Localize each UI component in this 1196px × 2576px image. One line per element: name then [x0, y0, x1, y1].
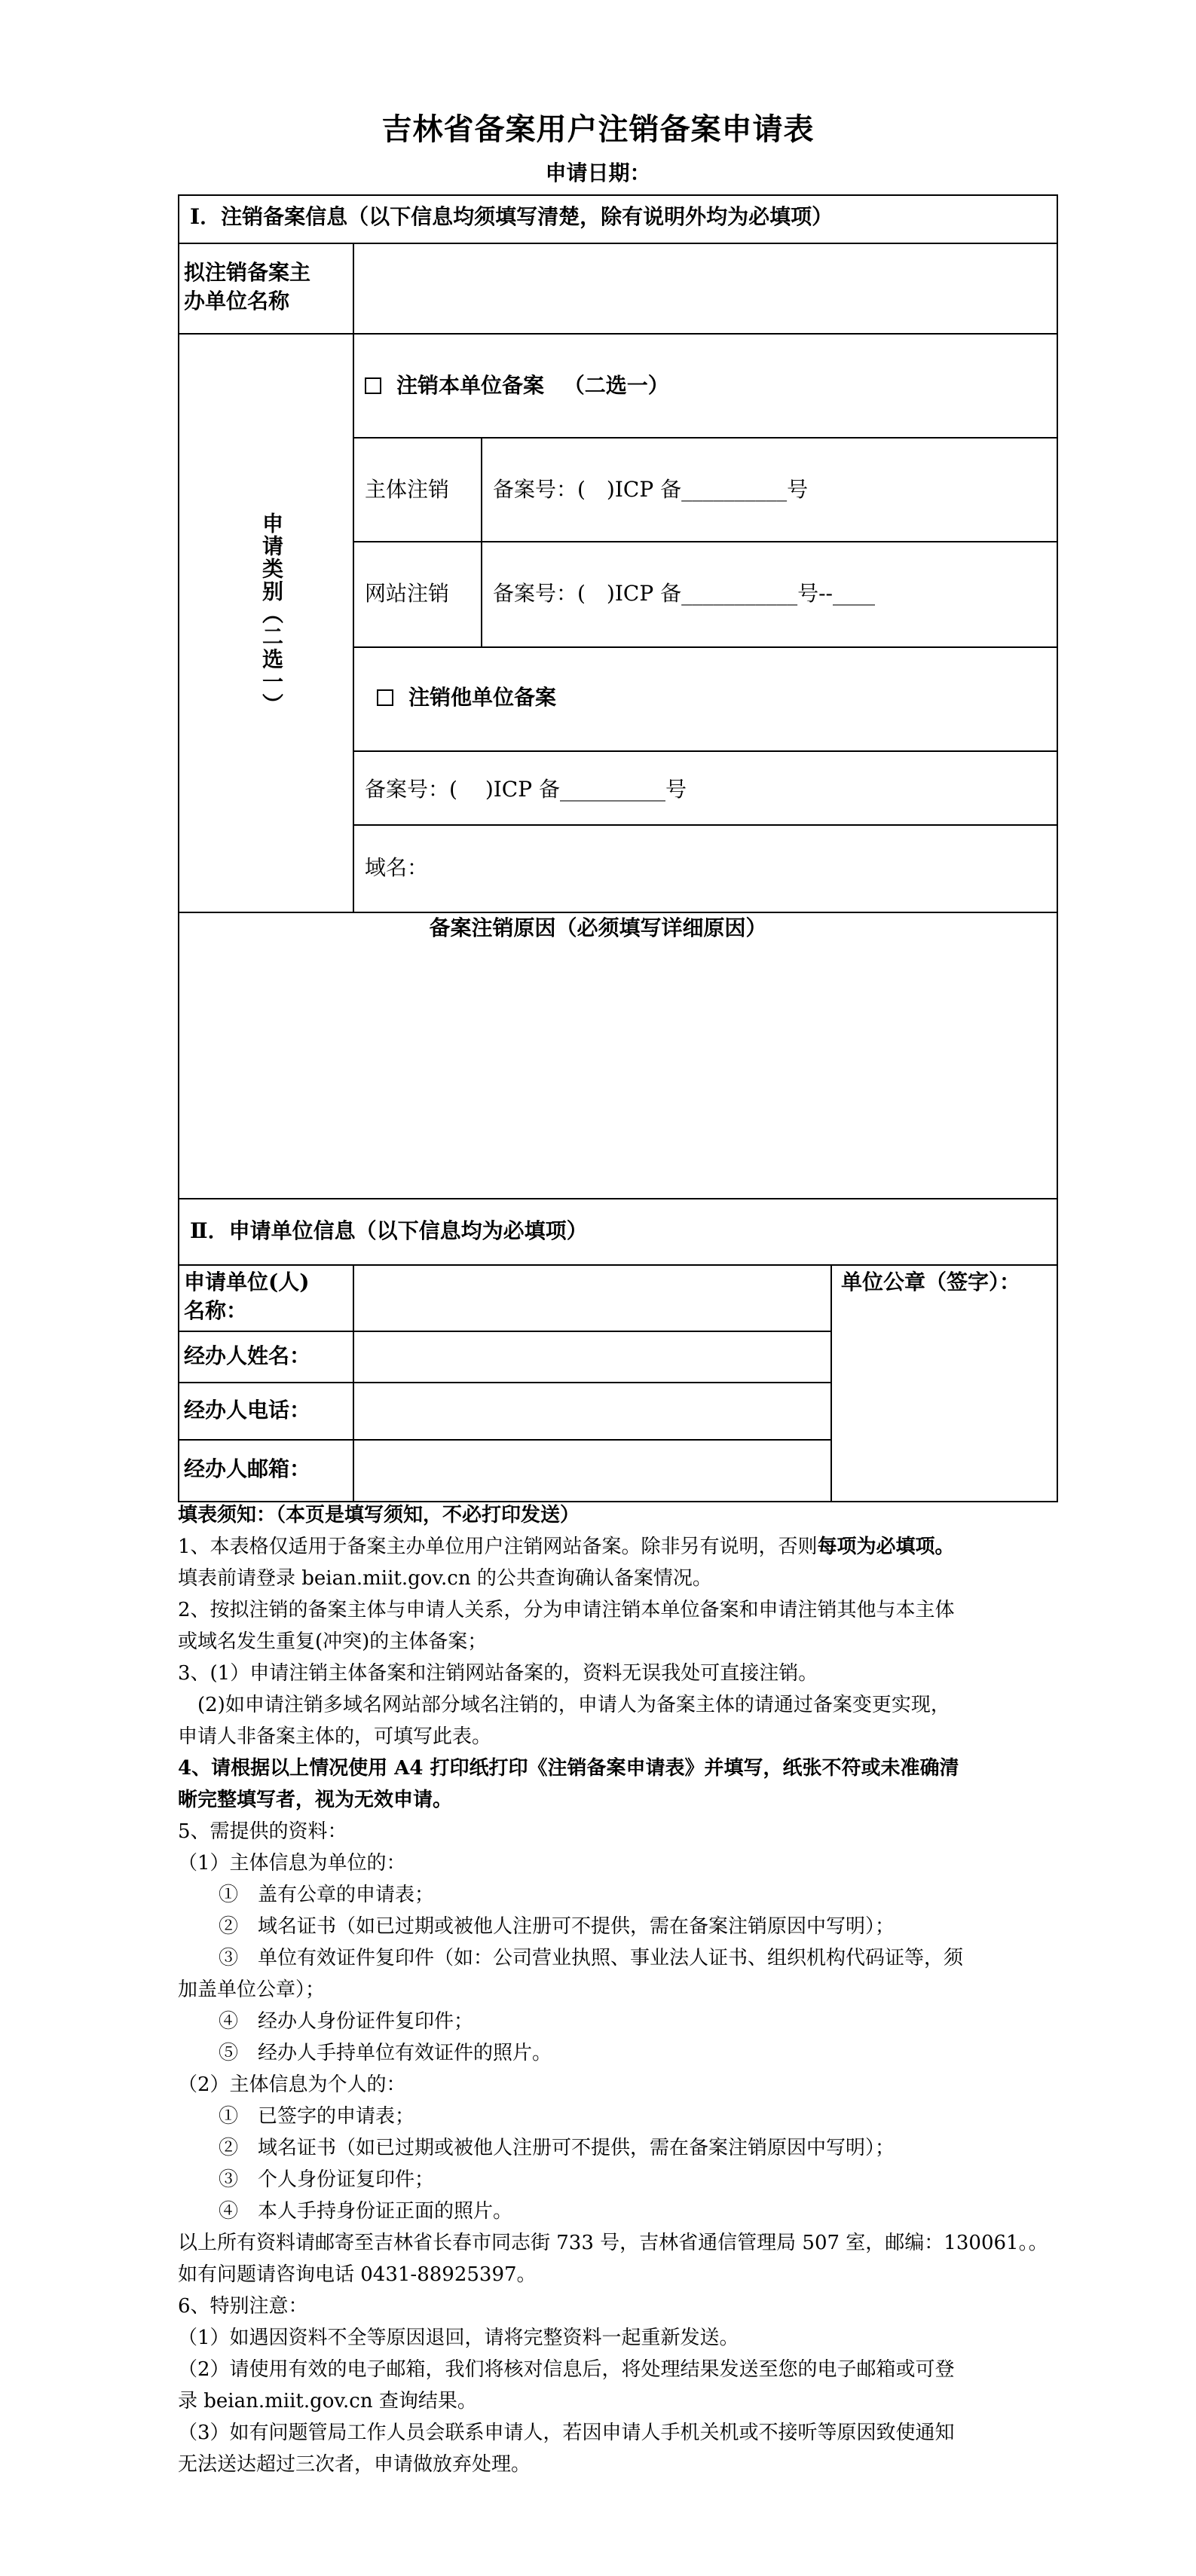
note-1: 1、本表格仅适用于备案主办单位用户注销网站备案。除非另有说明，否则每项为必填项。 — [178, 1536, 955, 1558]
option-own-note: （二选一） — [563, 373, 669, 398]
note-3: 3、(1）申请注销主体备案和注销网站备案的，资料无误我处可直接注销。 — [178, 1662, 818, 1685]
note-5-1-c-cont: 加盖单位公章）； — [178, 1979, 326, 2001]
note-6-2: （2）请使用有效的电子邮箱，我们将核对信息后，将处理结果发送至您的电子邮箱或可登 — [178, 2358, 955, 2381]
applicant-label-1: 申请单位(人) — [184, 1270, 310, 1294]
agent-name-field[interactable] — [354, 1332, 829, 1380]
note-4-cont: 晰完整填写者，视为无效申请。 — [178, 1789, 453, 1811]
note-5-1-c: ③ 单位有效证件复印件（如：公司营业执照、事业法人证书、组织机构代码证等，须 — [219, 1947, 964, 1969]
note-5-1-a: ① 盖有公章的申请表； — [219, 1884, 435, 1906]
agent-phone-field[interactable] — [354, 1383, 829, 1438]
note-5-1-e: ⑤ 经办人手持单位有效证件的照片。 — [219, 2042, 552, 2064]
domain-label: 域名： — [365, 855, 429, 880]
seal-label: 单位公章（签字）： — [841, 1270, 1021, 1294]
note-1-cont: 填表前请登录 beian.miit.gov.cn 的公共查询确认备案情况。 — [178, 1567, 712, 1590]
note-6-3-cont: 无法送达超过三次者，申请做放弃处理。 — [178, 2453, 531, 2476]
seal-area[interactable] — [834, 1299, 1055, 1499]
reason-header: 备案注销原因（必须填写详细原因） — [429, 915, 767, 940]
domain-field[interactable] — [437, 829, 1055, 910]
form-title: 吉林省备案用户注销备案申请表 — [381, 112, 815, 147]
agent-phone-label: 经办人电话： — [184, 1398, 311, 1422]
apply-type-label: 申请类别（二选一） — [259, 512, 284, 716]
note-3-cont: 申请人非备案主体的，可填写此表。 — [178, 1725, 492, 1748]
subject-cancel-record[interactable]: 备案号：( )ICP 备__________号 — [493, 477, 809, 502]
note-5-1-b: ② 域名证书（如已过期或被他人注册可不提供，需在备案注销原因中写明）； — [219, 1915, 895, 1938]
checkbox-icon[interactable] — [377, 689, 393, 706]
note-2-cont: 或域名发生重复(冲突)的主体备案； — [178, 1630, 488, 1653]
option-own-label: 注销本单位备案 — [396, 373, 545, 398]
reason-field[interactable] — [181, 946, 1055, 1195]
agent-email-field[interactable] — [354, 1441, 829, 1501]
applicant-field[interactable] — [354, 1266, 829, 1329]
option-own-row[interactable] — [365, 372, 669, 399]
section1-header: Ⅰ．注销备案信息（以下信息均须填写清楚，除有说明外均为必填项） — [190, 204, 834, 229]
note-5-2-c: ③ 个人身份证复印件； — [219, 2168, 435, 2191]
note-5-2-d: ④ 本人手持身份证正面的照片。 — [219, 2200, 513, 2223]
note-6-1: （1）如遇因资料不全等原因退回，请将完整资料一起重新发送。 — [178, 2327, 739, 2349]
notes-header: 填表须知：（本页是填写须知，不必打印发送） — [178, 1504, 580, 1526]
note-2: 2、按拟注销的备案主体与申请人关系，分为申请注销本单位备案和申请注销其他与本主体 — [178, 1599, 955, 1621]
org-name-field[interactable] — [354, 244, 1057, 333]
other-record-no[interactable]: 备案号：( )ICP 备__________号 — [365, 777, 687, 802]
note-6: 6、特别注意： — [178, 2295, 308, 2318]
org-name-label-2: 办单位名称 — [184, 289, 290, 313]
application-date-label: 申请日期： — [545, 160, 651, 185]
agent-name-label: 经办人姓名： — [184, 1343, 311, 1368]
note-4: 4、请根据以上情况使用 A4 打印纸打印《注销备案申请表》并填写，纸张不符或未准确清 — [178, 1757, 959, 1780]
note-5-2-b: ② 域名证书（如已过期或被他人注册可不提供，需在备案注销原因中写明）； — [219, 2137, 895, 2159]
note-5-1: （1）主体信息为单位的： — [178, 1852, 406, 1875]
note-5-2-a: ① 已签字的申请表； — [219, 2105, 415, 2128]
note-6-3: （3）如有问题管局工作人员会联系申请人，若因申请人手机关机或不接听等原因致使通知 — [178, 2422, 955, 2444]
org-name-label-1: 拟注销备案主 — [184, 260, 311, 285]
note-phone: 如有问题请咨询电话 0431-88925397。 — [178, 2263, 537, 2286]
note-6-2-cont: 录 beian.miit.gov.cn 查询结果。 — [178, 2390, 477, 2413]
site-cancel-record[interactable]: 备案号：( )ICP 备___________号--____ — [493, 581, 875, 606]
checkbox-icon[interactable] — [365, 377, 381, 394]
note-mail: 以上所有资料请邮寄至吉林省长春市同志街 733 号，吉林省通信管理局 507 室，邮编：130061。。 — [178, 2232, 1048, 2254]
section2-header: Ⅱ．申请单位信息（以下信息均为必填项） — [190, 1218, 588, 1243]
subject-cancel-label: 主体注销 — [365, 477, 450, 502]
agent-email-label: 经办人邮箱： — [184, 1456, 311, 1481]
fill-instructions — [178, 1499, 1048, 2480]
site-cancel-label: 网站注销 — [365, 581, 450, 606]
note-3-sub: (2)如申请注销多域名网站部分域名注销的，申请人为备案主体的请通过备案变更实现， — [197, 1694, 950, 1716]
option-other-row[interactable] — [377, 684, 556, 711]
note-5-1-d: ④ 经办人身份证件复印件； — [219, 2010, 474, 2033]
option-other-label: 注销他单位备案 — [408, 685, 557, 710]
note-5-2: （2）主体信息为个人的： — [178, 2073, 406, 2096]
applicant-label-2: 名称： — [184, 1298, 248, 1323]
note-5: 5、需提供的资料： — [178, 1820, 347, 1843]
